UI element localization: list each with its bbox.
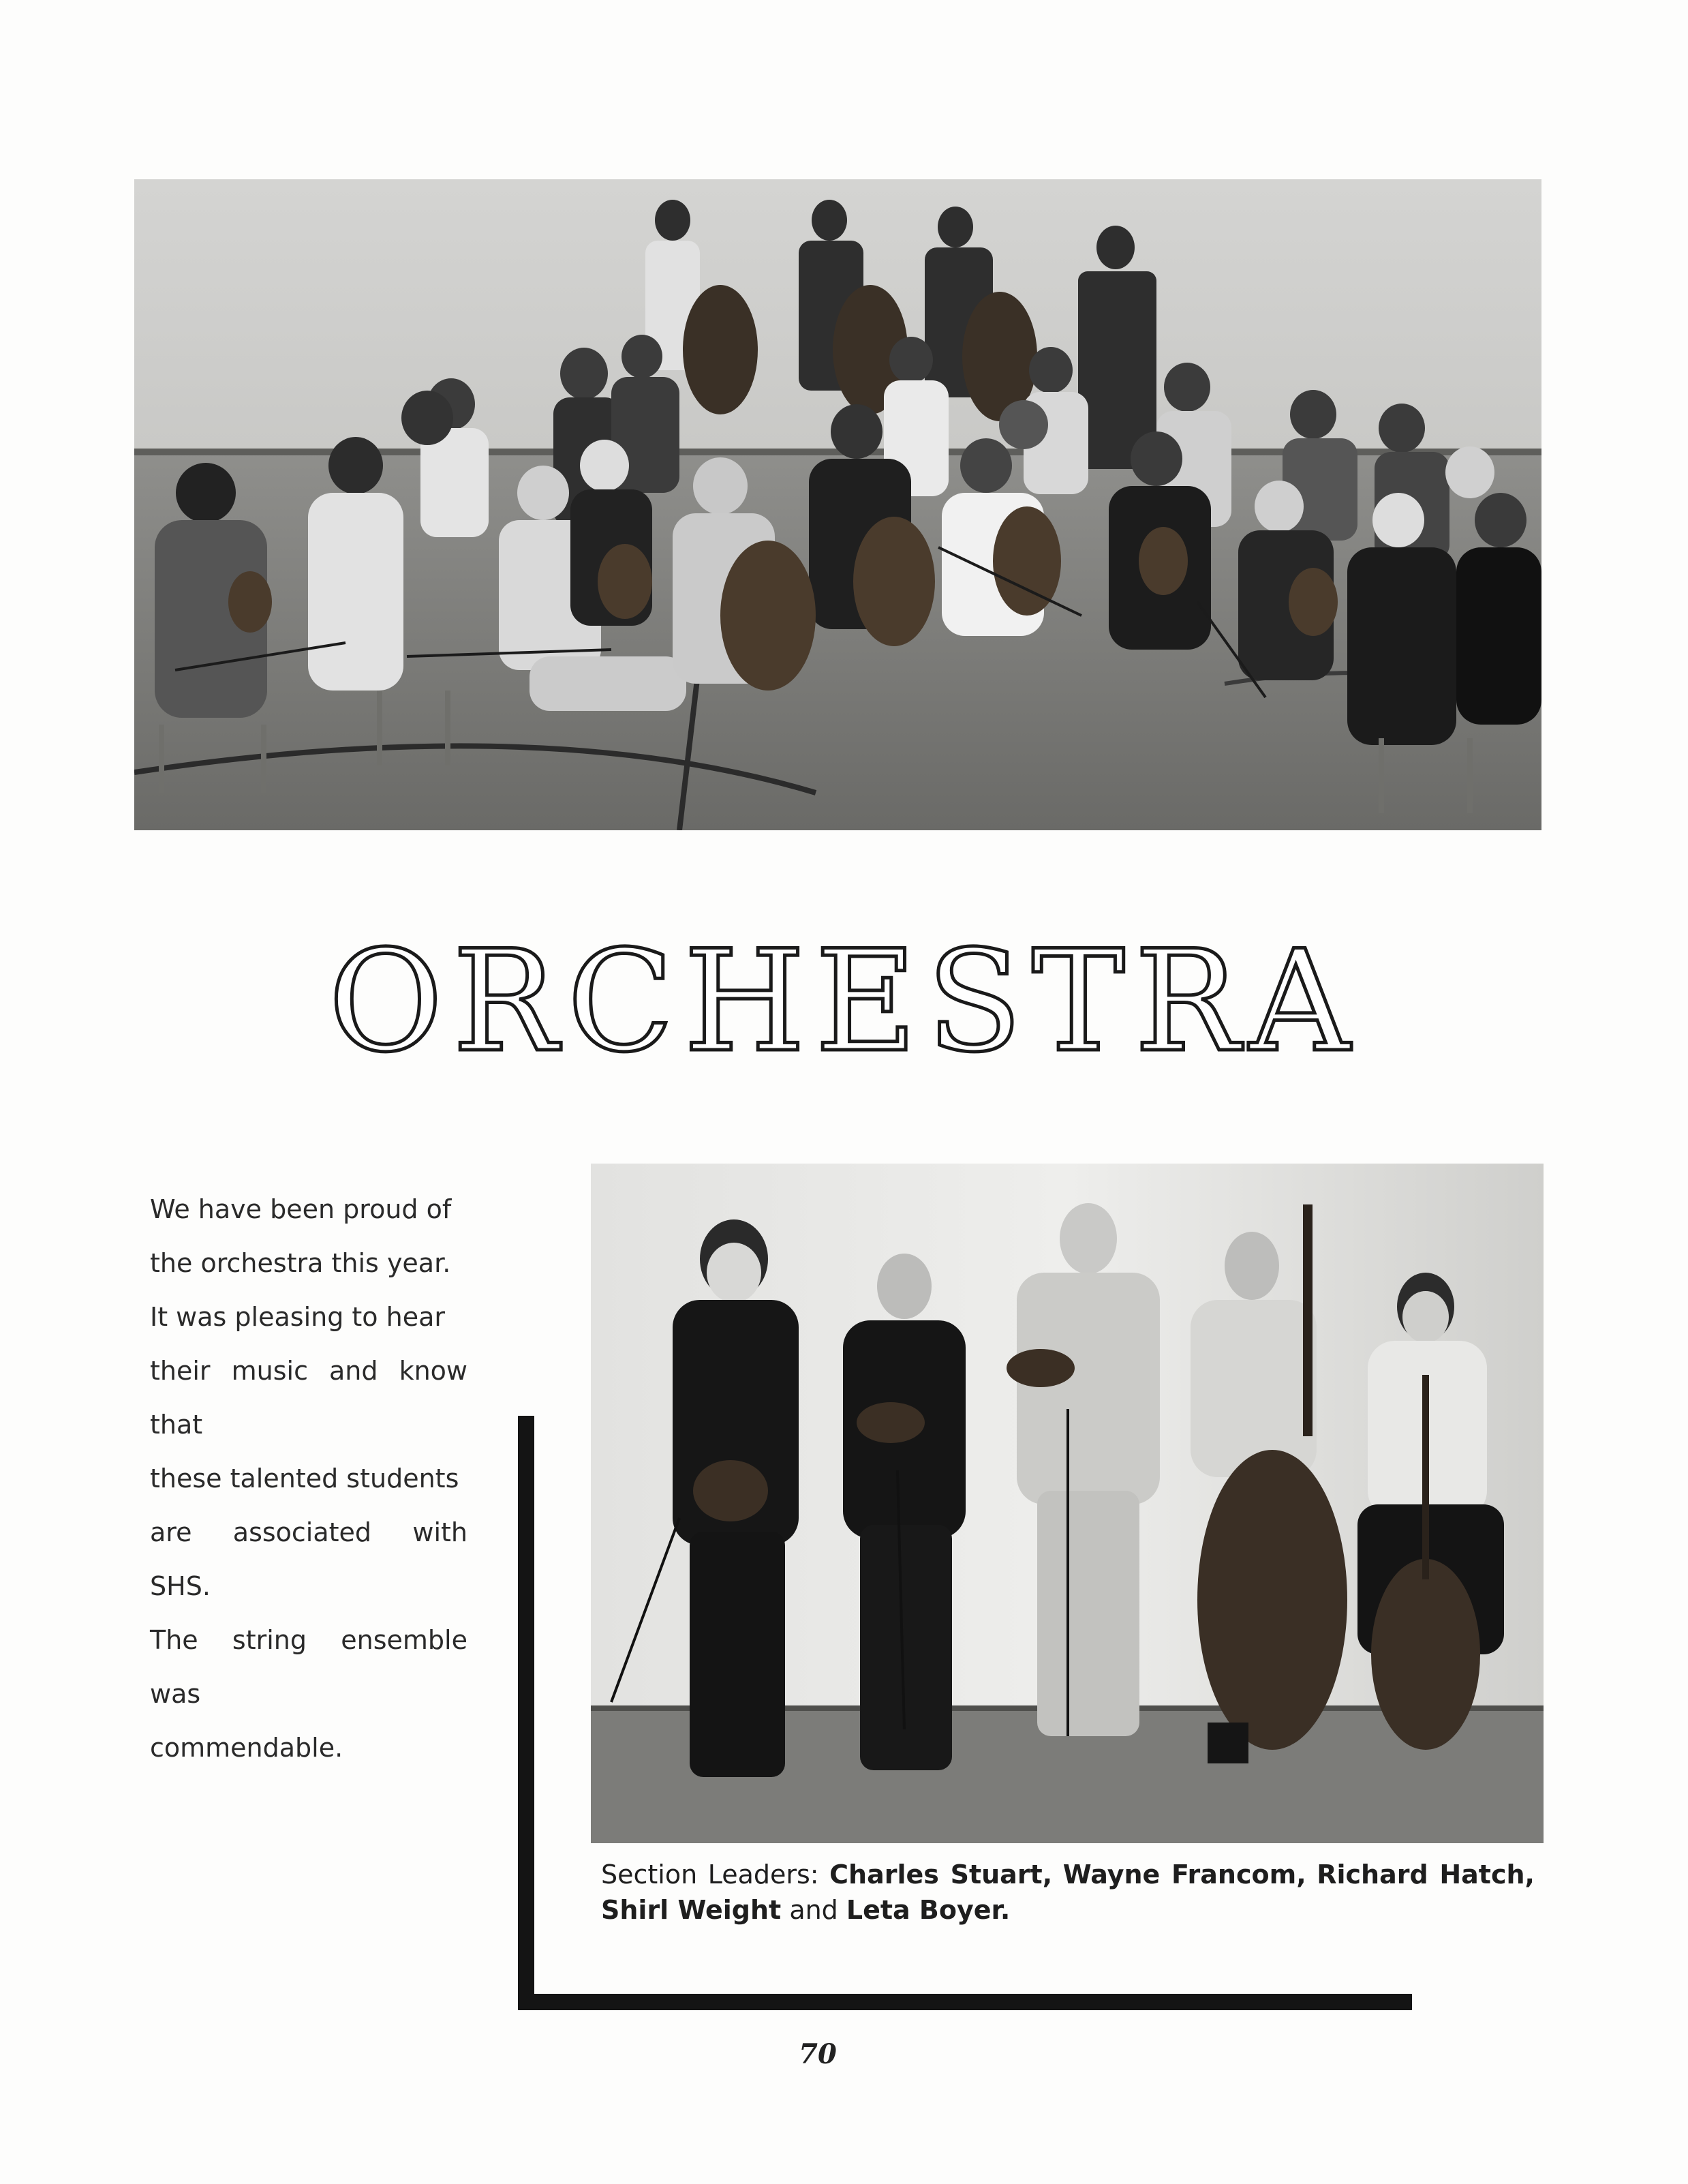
- caption-name: Wayne Francom,: [1062, 1860, 1306, 1890]
- caption-name: Charles Stuart,: [829, 1860, 1053, 1890]
- section-leaders-photo: [591, 1164, 1544, 1843]
- page-title: ORCHESTRA: [328, 921, 1360, 1083]
- caption-name: Shirl Weight: [601, 1895, 782, 1925]
- group-photo-illustration: [134, 179, 1541, 830]
- intro-line: The string ensemble was: [150, 1625, 467, 1709]
- photo-caption: [601, 1857, 1535, 1928]
- caption-name: Leta Boyer.: [846, 1895, 1011, 1925]
- caption-name: Richard Hatch,: [1317, 1860, 1535, 1890]
- caption-joiner: and: [789, 1895, 838, 1925]
- intro-line: the orchestra this year.: [150, 1248, 451, 1278]
- orchestra-group-photo: [134, 179, 1541, 830]
- intro-line: commendable.: [150, 1733, 343, 1763]
- intro-line: It was pleasing to hear: [150, 1302, 446, 1332]
- frame-bottom-bar: [518, 1994, 1412, 2010]
- intro-line: these talented students: [150, 1463, 459, 1493]
- frame-left-bar: [518, 1416, 534, 2010]
- intro-paragraph: [150, 1183, 467, 1775]
- caption-prefix: Section Leaders:: [601, 1860, 830, 1890]
- page-number: 70: [799, 2038, 837, 2070]
- leaders-photo-illustration: [591, 1164, 1544, 1843]
- intro-line: their music and know that: [150, 1356, 467, 1440]
- intro-line: We have been proud of: [150, 1194, 452, 1224]
- intro-line: are associated with SHS.: [150, 1517, 467, 1601]
